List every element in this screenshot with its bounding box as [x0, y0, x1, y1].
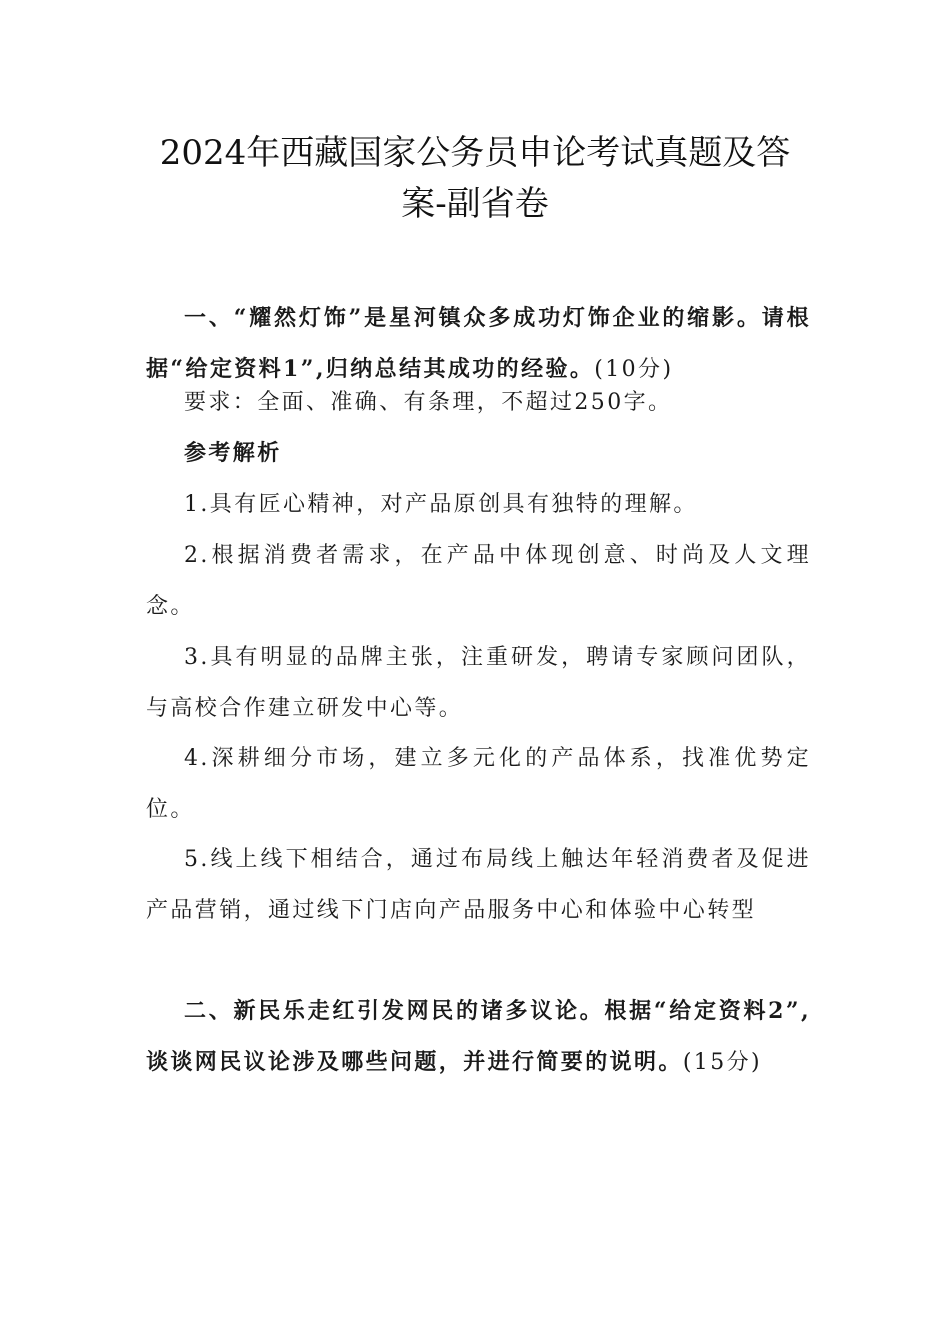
question-1-score: (10分)	[594, 357, 674, 382]
analysis-heading: 参考解析	[184, 440, 282, 466]
answer-item-1: 1.具有匠心精神，对产品原创具有独特的理解。	[184, 492, 698, 517]
answer-item-2: 2.根据消费者需求，在产品中体现创意、时尚及人文理念。	[146, 543, 811, 619]
question-2-score: (15分)	[682, 1050, 762, 1075]
answer-item-5: 5.线上线下相结合，通过布局线上触达年轻消费者及促进产品营销，通过线下门店向产品服务中心和体验中心转型	[146, 847, 811, 923]
question-1-text: 一、“耀然灯饰”是星河镇众多成功灯饰企业的缩影。请根据“给定资料1”,归纳总结其成功的经验。	[146, 305, 811, 382]
question-2-text: 二、新民乐走红引发网民的诸多议论。根据“给定资料2”,谈谈网民议论涉及哪些问题，并进行简要的说明。	[146, 998, 811, 1075]
question-2	[146, 986, 811, 1088]
answer-item-4: 4.深耕细分市场，建立多元化的产品体系，找准优势定位。	[146, 746, 811, 822]
answer-item-3: 3.具有明显的品牌主张，注重研发，聘请专家顾问团队，与高校合作建立研发中心等。	[146, 645, 811, 721]
document-title: 2024年西藏国家公务员申论考试真题及答案-副省卷	[159, 133, 791, 224]
requirement-text: 要求：全面、准确、有条理，不超过250字。	[184, 390, 673, 415]
